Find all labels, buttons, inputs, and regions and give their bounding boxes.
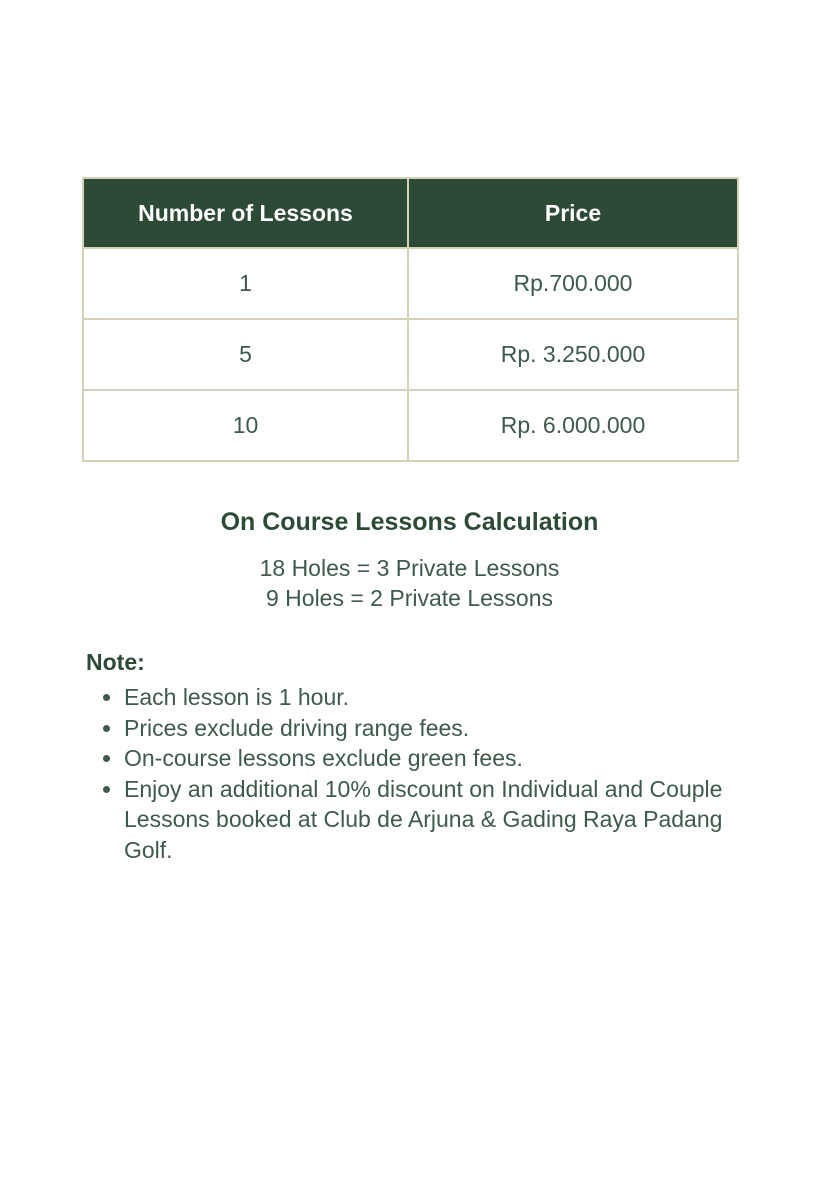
lesson-price-table <box>82 177 739 462</box>
page-content <box>82 177 737 865</box>
note-list <box>82 682 737 865</box>
note-item-discount: • Enjoy an additional 10% discount on Individual and Couple Lessons booked at Club de Arjuna & Gading Raya Padang Golf. <box>124 774 724 866</box>
lessons-cell: 5 <box>83 319 408 390</box>
note-item-lesson-duration: • Each lesson is 1 hour. <box>124 682 724 713</box>
table-header-row <box>83 178 738 248</box>
calculation-title: On Course Lessons Calculation <box>220 508 599 536</box>
calculation-line-18-holes: 18 Holes = 3 Private Lessons <box>259 555 560 581</box>
lessons-cell: 1 <box>83 248 408 319</box>
table-row <box>83 319 738 390</box>
note-item-green-fees: • On-course lessons exclude green fees. <box>124 743 724 774</box>
table-row <box>83 390 738 461</box>
price-cell: Rp. 3.250.000 <box>408 319 738 390</box>
note-label: Note: <box>86 649 145 675</box>
calculation-line-9-holes: 9 Holes = 2 Private Lessons <box>265 585 554 611</box>
column-header-number-of-lessons: Number of Lessons <box>83 178 408 248</box>
note-item-driving-range-fees: • Prices exclude driving range fees. <box>124 713 724 744</box>
column-header-price: Price <box>408 178 738 248</box>
price-cell: Rp.700.000 <box>408 248 738 319</box>
price-cell: Rp. 6.000.000 <box>408 390 738 461</box>
lessons-cell: 10 <box>83 390 408 461</box>
table-row <box>83 248 738 319</box>
